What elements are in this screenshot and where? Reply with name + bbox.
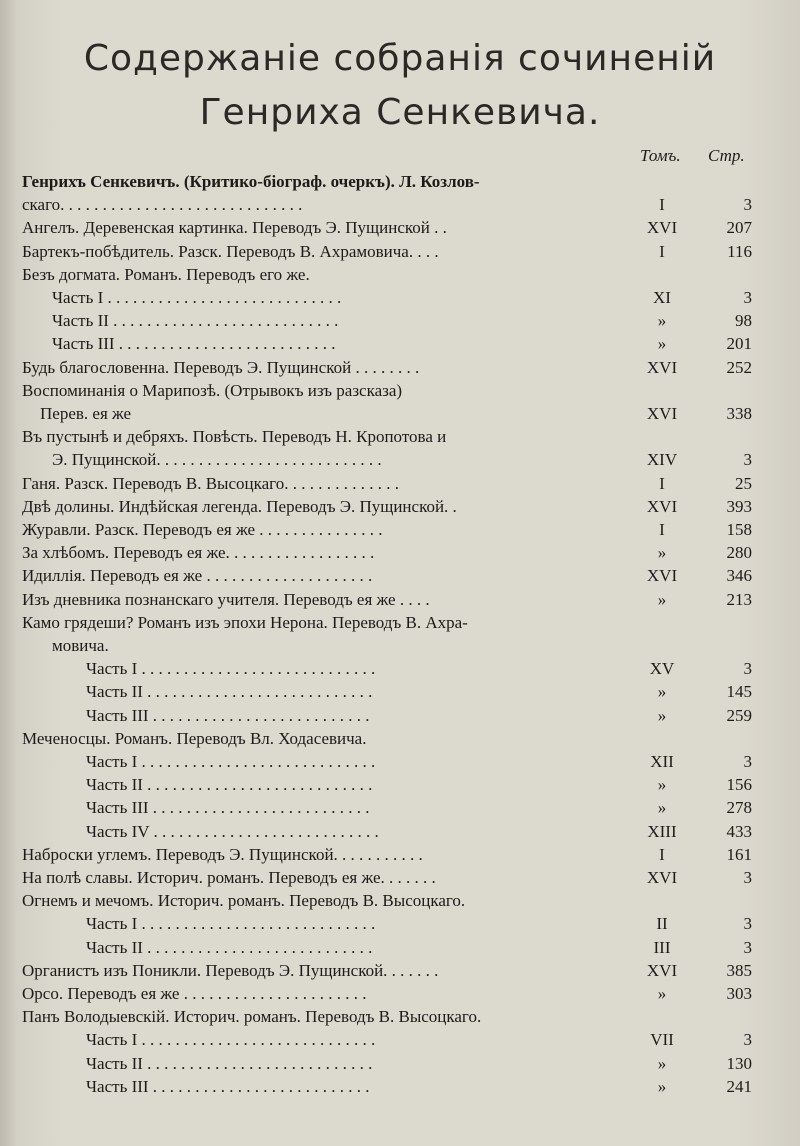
entry-page: 259	[726, 705, 752, 725]
entry-volume: »	[657, 589, 667, 609]
contents-row	[0, 286, 800, 310]
entry-volume: »	[657, 1076, 667, 1096]
contents-row	[0, 448, 800, 472]
entry-text: скаго. . . . . . . . . . . . . . . . . . . . . . . . . . . . .	[22, 195, 303, 215]
contents-row	[0, 472, 800, 496]
entry-volume: »	[657, 775, 667, 795]
contents-row	[0, 518, 800, 542]
entry-volume: »	[657, 311, 667, 331]
entry-text: Часть I . . . . . . . . . . . . . . . . . . . . . . . . . . . .	[86, 1030, 376, 1050]
entry-page: 303	[726, 984, 752, 1003]
entry-volume: XVI	[646, 868, 678, 887]
contents-row	[0, 309, 800, 333]
entry-volume: »	[657, 334, 667, 354]
contents-row	[0, 634, 800, 658]
entry-page: 3	[743, 868, 752, 887]
contents-row	[0, 982, 800, 1006]
entry-volume: XVI	[646, 218, 678, 238]
entry-page: 3	[743, 937, 752, 957]
entry-page: 201	[726, 334, 752, 354]
entry-volume: I	[659, 844, 665, 864]
entry-volume: II	[656, 914, 668, 934]
entry-text: Въ пустынѣ и дебряхъ. Повѣсть. Переводъ Н. Кропотова и	[22, 427, 447, 447]
entry-text: Меченосцы. Романъ. Переводъ Вл. Ходасевича.	[22, 728, 367, 748]
entry-page: 252	[726, 357, 752, 377]
contents-row	[0, 611, 800, 635]
entry-page: 278	[726, 798, 752, 818]
contents-row	[0, 750, 800, 774]
entry-page: 385	[726, 960, 752, 980]
entry-volume: I	[659, 195, 665, 215]
entry-volume: XVI	[646, 960, 678, 980]
contents-row	[0, 936, 800, 960]
entry-text: Орсо. Переводъ ея же . . . . . . . . . . . . . . . . . . . . . .	[22, 984, 367, 1003]
entry-volume: XII	[650, 752, 674, 771]
entry-text: Ангелъ. Деревенская картинка. Переводъ Э. Пущинской . .	[22, 218, 447, 238]
contents-row	[0, 704, 800, 728]
entry-volume: »	[657, 682, 667, 702]
entry-volume: VII	[650, 1030, 674, 1050]
entry-text: Безъ догмата. Романъ. Переводъ его же.	[22, 264, 310, 284]
entry-text: Э. Пущинской. . . . . . . . . . . . . . . . . . . . . . . . . . .	[52, 450, 382, 470]
entry-volume: I	[659, 241, 665, 261]
entry-text: Часть II . . . . . . . . . . . . . . . . . . . . . . . . . . .	[86, 682, 373, 702]
entry-volume: XVI	[646, 404, 678, 423]
entry-volume: I	[659, 520, 665, 539]
entry-volume: III	[653, 937, 671, 957]
entry-volume: »	[657, 984, 667, 1003]
contents-row	[0, 216, 800, 240]
entry-volume: XVI	[646, 357, 678, 377]
entry-page: 3	[743, 752, 752, 771]
entry-page: 213	[726, 589, 752, 609]
entry-volume: »	[657, 543, 667, 563]
entry-page: 241	[726, 1076, 752, 1096]
entry-volume: XVI	[646, 496, 678, 516]
entry-text: Часть II . . . . . . . . . . . . . . . . . . . . . . . . . . .	[52, 311, 339, 331]
contents-row	[0, 912, 800, 936]
column-header-page: Стр.	[708, 146, 745, 165]
entry-page: 3	[743, 195, 752, 215]
entry-page: 3	[743, 1030, 752, 1050]
contents-row	[0, 1005, 800, 1029]
entry-volume: »	[657, 798, 667, 818]
entry-text: На полѣ славы. Историч. романъ. Переводъ ея же. . . . . . .	[22, 868, 436, 887]
entry-text: Идиллія. Переводъ ея же . . . . . . . . . . . . . . . . . . . .	[22, 566, 373, 586]
contents-row	[0, 240, 800, 264]
entry-text: Часть III . . . . . . . . . . . . . . . . . . . . . . . . . .	[86, 1076, 370, 1096]
entry-page: 156	[726, 775, 752, 795]
entry-page: 3	[743, 914, 752, 934]
entry-text: Журавли. Разск. Переводъ ея же . . . . . . . . . . . . . . .	[22, 520, 383, 539]
contents-row	[0, 425, 800, 449]
entry-text: мовича.	[52, 636, 109, 655]
contents-row	[0, 402, 800, 426]
contents-row	[0, 866, 800, 890]
entry-page: 346	[726, 566, 752, 586]
entry-text: Бартекъ-побѣдитель. Разск. Переводъ В. Ахрамовича. . . .	[22, 241, 439, 261]
contents-row	[0, 588, 800, 612]
entry-text: Часть IV . . . . . . . . . . . . . . . . . . . . . . . . . . .	[86, 821, 379, 841]
entry-page: 393	[726, 496, 752, 516]
entry-volume: »	[657, 1053, 667, 1073]
entry-page: 161	[726, 844, 752, 864]
entry-page: 280	[726, 543, 752, 563]
entry-volume: XIV	[646, 450, 678, 470]
entry-page: 3	[743, 288, 752, 307]
entry-volume: XIII	[647, 821, 677, 841]
contents-row	[0, 843, 800, 867]
contents-row	[0, 727, 800, 751]
contents-row	[0, 773, 800, 797]
entry-volume: XV	[649, 659, 675, 679]
entry-volume: XVI	[646, 566, 678, 586]
entry-text: Камо грядеши? Романъ изъ эпохи Нерона. Переводъ В. Ахра-	[22, 612, 468, 632]
entry-page: 207	[726, 218, 752, 238]
entry-page: 3	[743, 450, 752, 470]
page-title-line-1: Содержаніе собранія сочиненій	[83, 38, 717, 79]
contents-row	[0, 680, 800, 704]
contents-row	[0, 657, 800, 681]
entry-page: 338	[726, 404, 752, 423]
entry-page: 130	[726, 1053, 752, 1073]
contents-row	[0, 889, 800, 913]
contents-row	[0, 356, 800, 380]
contents-row	[0, 1028, 800, 1052]
entry-text: За хлѣбомъ. Переводъ ея же. . . . . . . . . . . . . . . . . .	[22, 543, 375, 563]
entry-text: Часть II . . . . . . . . . . . . . . . . . . . . . . . . . . .	[86, 775, 373, 795]
contents-row	[0, 564, 800, 588]
entry-text: Двѣ долины. Индѣйская легенда. Переводъ Э. Пущинской. .	[22, 496, 457, 516]
contents-row	[0, 1075, 800, 1099]
entry-text: Часть I . . . . . . . . . . . . . . . . . . . . . . . . . . . .	[86, 752, 376, 771]
entry-page: 158	[726, 520, 752, 539]
contents-row	[0, 170, 800, 194]
entry-page: 25	[735, 473, 752, 493]
entry-text: Часть II . . . . . . . . . . . . . . . . . . . . . . . . . . .	[86, 937, 373, 957]
contents-row	[0, 796, 800, 820]
entry-text: Ганя. Разск. Переводъ В. Высоцкаго. . . . . . . . . . . . . .	[22, 473, 399, 493]
contents-row	[0, 1052, 800, 1076]
entry-text: Генрихъ Сенкевичъ. (Критико-біограф. очеркъ). Л. Козлов-	[22, 172, 480, 191]
entry-text: Часть I . . . . . . . . . . . . . . . . . . . . . . . . . . . .	[86, 914, 376, 934]
entry-text: Будь благословенна. Переводъ Э. Пущинской . . . . . . . .	[22, 357, 420, 377]
entry-text: Панъ Володыевскій. Историч. романъ. Переводъ В. Высоцкаго.	[22, 1007, 482, 1027]
entry-volume: I	[659, 473, 665, 493]
entry-page: 433	[726, 821, 752, 841]
entry-text: Огнемъ и мечомъ. Историч. романъ. Переводъ В. Высоцкаго.	[22, 891, 466, 911]
entry-text: Часть III . . . . . . . . . . . . . . . . . . . . . . . . . .	[52, 334, 336, 354]
entry-text: Воспоминанія о Марипозѣ. (Отрывокъ изъ разсказа)	[22, 380, 403, 400]
contents-row	[0, 541, 800, 565]
entry-text: Наброски углемъ. Переводъ Э. Пущинской. . . . . . . . . . .	[22, 844, 423, 864]
entry-text: Изъ дневника познанскаго учителя. Переводъ ея же . . . .	[22, 589, 430, 609]
entry-volume: »	[657, 705, 667, 725]
entry-text: Часть II . . . . . . . . . . . . . . . . . . . . . . . . . . .	[86, 1053, 373, 1073]
contents-row	[0, 820, 800, 844]
entry-text: Часть III . . . . . . . . . . . . . . . . . . . . . . . . . .	[86, 798, 370, 818]
entry-text: Часть III . . . . . . . . . . . . . . . . . . . . . . . . . .	[86, 705, 370, 725]
contents-row	[0, 379, 800, 403]
page-title-line-2: Генриха Сенкевича.	[199, 92, 601, 133]
contents-row	[0, 332, 800, 356]
entry-text: Часть I . . . . . . . . . . . . . . . . . . . . . . . . . . . .	[52, 288, 342, 307]
entry-text: Часть I . . . . . . . . . . . . . . . . . . . . . . . . . . . .	[86, 659, 376, 679]
entry-page: 98	[735, 311, 752, 331]
contents-row	[0, 959, 800, 983]
entry-volume: XI	[653, 288, 671, 307]
contents-row	[0, 263, 800, 287]
contents-row	[0, 495, 800, 519]
column-header-volume: Томъ.	[640, 146, 681, 165]
entry-page: 116	[727, 241, 752, 261]
entry-text: Перев. ея же	[40, 404, 132, 423]
entry-page: 3	[743, 659, 752, 679]
entry-page: 145	[726, 682, 752, 702]
entry-text: Органистъ изъ Поникли. Переводъ Э. Пущинской. . . . . . .	[22, 960, 439, 980]
contents-row	[0, 193, 800, 217]
